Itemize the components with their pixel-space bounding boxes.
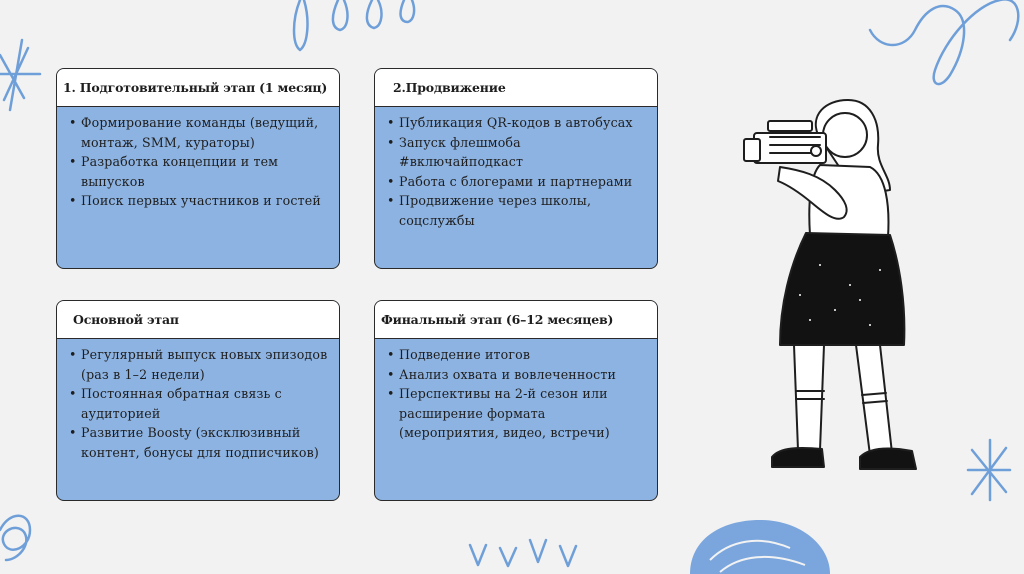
list-item: • Работа с блогерами и партнерами bbox=[387, 172, 647, 192]
woman-with-video-camera-illustration bbox=[740, 95, 930, 480]
card-final-stage bbox=[374, 300, 658, 501]
list-item: • Запуск флешмоба #включайподкаст bbox=[387, 133, 647, 172]
card-main-stage bbox=[56, 300, 340, 501]
doodle-blob-bottom bbox=[690, 520, 830, 574]
list-item: • Перспективы на 2-й сезон или расширение формата (мероприятия, видео, встречи) bbox=[387, 384, 647, 443]
card-promotion bbox=[374, 68, 658, 269]
doodle-loops-top-right bbox=[870, 0, 1018, 84]
list-item: • Анализ охвата и вовлеченности bbox=[387, 365, 647, 385]
doodle-v-marks bbox=[470, 540, 576, 566]
list-item: • Публикация QR-кодов в автобусах bbox=[387, 113, 647, 133]
card-preparation-stage bbox=[56, 68, 340, 269]
doodle-loop-top-1 bbox=[294, 0, 307, 50]
card-title: Финальный этап (6–12 месяцев) bbox=[375, 301, 657, 339]
doodle-loop-top-3 bbox=[367, 0, 382, 28]
card-title: 2.Продвижение bbox=[375, 69, 657, 107]
doodle-scribble-bottom-left bbox=[0, 516, 30, 560]
list-item: • Поиск первых участников и гостей bbox=[69, 191, 329, 211]
doodle-star-right bbox=[968, 440, 1010, 500]
list-item: • Формирование команды (ведущий, монтаж, SMM, кураторы) bbox=[69, 113, 329, 152]
list-item: • Продвижение через школы, соцслужбы bbox=[387, 191, 647, 230]
doodle-loop-top-2 bbox=[333, 0, 348, 30]
card-list bbox=[387, 345, 647, 443]
card-list bbox=[69, 113, 329, 211]
card-title: 1. Подготовительный этап (1 месяц) bbox=[57, 69, 339, 107]
doodle-loop-top-4 bbox=[401, 0, 415, 22]
list-item: • Подведение итогов bbox=[387, 345, 647, 365]
card-list bbox=[69, 345, 329, 462]
doodle-star-left bbox=[0, 40, 40, 110]
list-item: • Регулярный выпуск новых эпизодов (раз в 1–2 недели) bbox=[69, 345, 329, 384]
list-item: • Развитие Boosty (эксклюзивный контент, бонусы для подписчиков) bbox=[69, 423, 329, 462]
card-title: Основной этап bbox=[57, 301, 339, 339]
list-item: • Разработка концепции и тем выпусков bbox=[69, 152, 329, 191]
card-list bbox=[387, 113, 647, 230]
list-item: • Постоянная обратная связь с аудиторией bbox=[69, 384, 329, 423]
